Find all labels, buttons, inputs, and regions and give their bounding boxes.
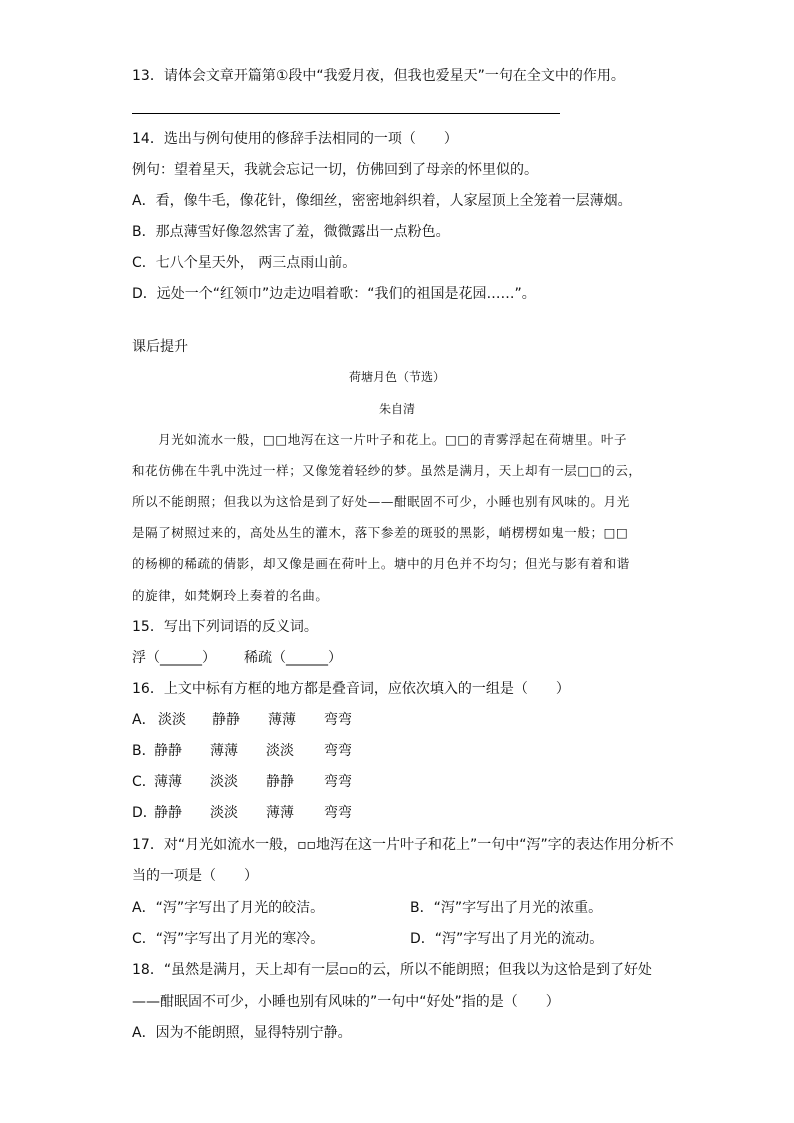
question-17-option-d: D．“泻”字写出了月光的流动。 — [410, 931, 604, 947]
answer-line — [132, 113, 560, 114]
question-15-item-1: 浮（______） — [132, 650, 216, 666]
option-label: A． — [132, 712, 156, 728]
option-word: 淡淡 — [158, 712, 186, 728]
passage-line: 月光如流水一般，□□地泻在这一片叶子和花上。□□的青雾浮起在荷塘里。叶子 — [132, 432, 628, 447]
question-17-stem-line-2: 当的一项是（ ） — [132, 868, 258, 884]
section-title: 课后提升 — [132, 339, 188, 355]
option-word: 弯弯 — [324, 743, 352, 759]
question-13: 13．请体会文章开篇第①段中“我爱月夜，但我也爱星天”一句在全文中的作用。 — [132, 68, 625, 84]
question-17-stem-line-1: 17．对“月光如流水一般，▫▫地泻在这一片叶子和花上”一句中“泻”字的表达作用分析不 — [132, 837, 674, 853]
question-14-option-b: B．那点薄雪好像忽然害了羞，微微露出一点粉色。 — [132, 224, 450, 240]
question-14-stem: 14．选出与例句使用的修辞手法相同的一项（ ） — [132, 131, 458, 147]
question-14-option-c: C．七八个星天外， 两三点雨山前。 — [132, 255, 357, 271]
question-15-stem: 15．写出下列词语的反义词。 — [132, 619, 318, 635]
passage-line: 的旋律，如梵婀玲上奏着的名曲。 — [132, 588, 329, 603]
passage-author: 朱自清 — [378, 402, 415, 416]
option-word: 弯弯 — [324, 805, 352, 821]
question-14-option-a: A．看，像牛毛，像花针，像细丝，密密地斜织着，人家屋顶上全笼着一层薄烟。 — [132, 193, 632, 209]
question-16-stem: 16．上文中标有方框的地方都是叠音词，应依次填入的一组是（ ） — [132, 681, 570, 697]
option-word: 静静 — [154, 805, 182, 821]
question-18-stem-line-1: 18．“虽然是满月，天上却有一层▫▫的云，所以不能朗照；但我以为这恰是到了好处 — [132, 962, 653, 978]
option-word: 淡淡 — [210, 774, 238, 790]
option-word: 静静 — [154, 743, 182, 759]
question-18-stem-line-2: ——酣眠固不可少，小睡也别有风味的”一句中“好处”指的是（ ） — [132, 994, 560, 1010]
option-label: D． — [132, 805, 157, 821]
option-word: 静静 — [212, 712, 240, 728]
question-14-example: 例句：望着星天，我就会忘记一切，仿佛回到了母亲的怀里似的。 — [132, 162, 538, 178]
option-word: 薄薄 — [154, 774, 182, 790]
question-17-option-a: A．“泻”字写出了月光的皎洁。 — [132, 900, 325, 916]
option-word: 薄薄 — [268, 712, 296, 728]
question-17-option-c: C．“泻”字写出了月光的寒冷。 — [132, 931, 325, 947]
option-word: 薄薄 — [210, 743, 238, 759]
passage-title: 荷塘月色（节选） — [348, 370, 445, 384]
option-word: 弯弯 — [324, 774, 352, 790]
question-15-item-2: 稀疏（______） — [244, 650, 342, 666]
passage-line: 所以不能朗照；但我以为这恰是到了好处——酣眠固不可少，小睡也别有风味的。月光 — [132, 494, 630, 509]
option-label: B． — [132, 743, 156, 759]
question-17-option-b: B．“泻”字写出了月光的浓重。 — [410, 900, 603, 916]
passage-line: 和花仿佛在牛乳中洗过一样；又像笼着轻纱的梦。虽然是满月，天上却有一层□□的云， — [132, 463, 642, 478]
option-word: 静静 — [266, 774, 294, 790]
question-14-option-d: D．远处一个“红领巾”边走边唱着歌：“我们的祖国是花园……”。 — [132, 286, 536, 302]
passage-line: 的杨柳的稀疏的倩影，却又像是画在荷叶上。塘中的月色并不均匀；但光与影有着和谐 — [132, 556, 630, 571]
option-word: 淡淡 — [266, 743, 294, 759]
passage-line: 是隔了树照过来的，高处丛生的灌木，落下参差的斑驳的黑影，峭楞楞如鬼一般；□□ — [132, 525, 629, 540]
option-label: C． — [132, 774, 156, 790]
option-word: 薄薄 — [266, 805, 294, 821]
option-word: 弯弯 — [324, 712, 352, 728]
option-word: 淡淡 — [210, 805, 238, 821]
question-18-option-a: A．因为不能朗照，显得特别宁静。 — [132, 1025, 352, 1041]
